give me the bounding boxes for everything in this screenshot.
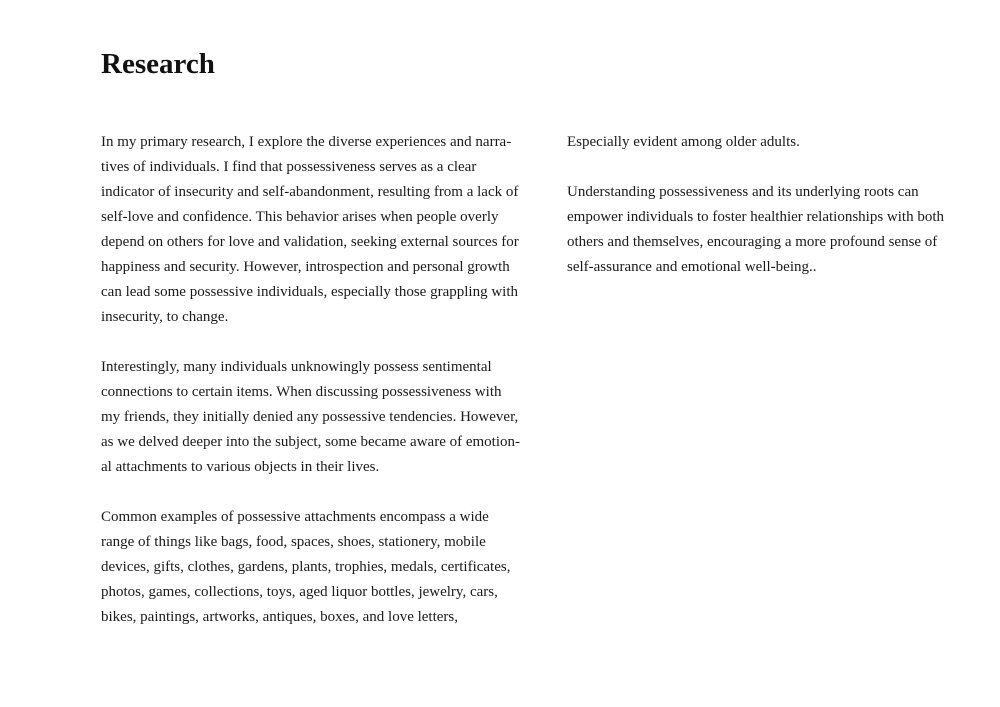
text-line: range of things like bags, food, spaces, shoes, stationery, mobile: [101, 534, 486, 550]
text-line: empower individuals to foster healthier relationships with both: [567, 209, 945, 225]
right-column: [567, 130, 945, 280]
paragraph: [567, 180, 945, 280]
text-line: happiness and security. However, introspection and personal growth: [101, 259, 510, 275]
text-line: indicator of insecurity and self-abandonment, resulting from a lack of: [101, 184, 519, 200]
text-line: can lead some possessive individuals, especially those grappling with: [101, 284, 518, 300]
paragraph: [101, 355, 520, 480]
text-line: others and themselves, encouraging a more profound sense of: [567, 234, 938, 250]
text-line: Understanding possessiveness and its underlying roots can: [567, 184, 919, 200]
left-column: [101, 130, 520, 630]
paragraph: [101, 130, 519, 330]
text-line: self-love and confidence. This behavior arises when people overly: [101, 209, 499, 225]
text-line: devices, gifts, clothes, gardens, plants, trophies, medals, certificates,: [101, 559, 511, 575]
text-line: In my primary research, I explore the diverse experiences and narra-: [101, 134, 512, 150]
text-line: insecurity, to change.: [101, 309, 229, 325]
text-line: self-assurance and emotional well-being..: [567, 259, 817, 275]
text-line: al attachments to various objects in their lives.: [101, 459, 380, 475]
text-line: Common examples of possessive attachments encompass a wide: [101, 509, 489, 525]
text-line: photos, games, collections, toys, aged liquor bottles, jewelry, cars,: [101, 584, 498, 600]
text-line: bikes, paintings, artworks, antiques, boxes, and love letters,: [101, 609, 459, 625]
page-title: Research: [101, 48, 215, 80]
text-line: Especially evident among older adults.: [567, 134, 800, 150]
paragraph-gap: [567, 155, 937, 180]
text-line: connections to certain items. When discussing possessiveness with: [101, 384, 502, 400]
paragraph-gap: [101, 330, 503, 355]
text-line: as we delved deeper into the subject, some became aware of emotion-: [101, 434, 520, 450]
text-line: my friends, they initially denied any possessive tendencies. However,: [101, 409, 519, 425]
text-line: depend on others for love and validation, seeking external sources for: [101, 234, 519, 250]
paragraph: [101, 505, 511, 630]
paragraph-gap: [101, 480, 503, 505]
text-line: Interestingly, many individuals unknowingly possess sentimental: [101, 359, 492, 375]
paragraph: [567, 130, 937, 155]
text-line: tives of individuals. I find that possessiveness serves as a clear: [101, 159, 477, 175]
